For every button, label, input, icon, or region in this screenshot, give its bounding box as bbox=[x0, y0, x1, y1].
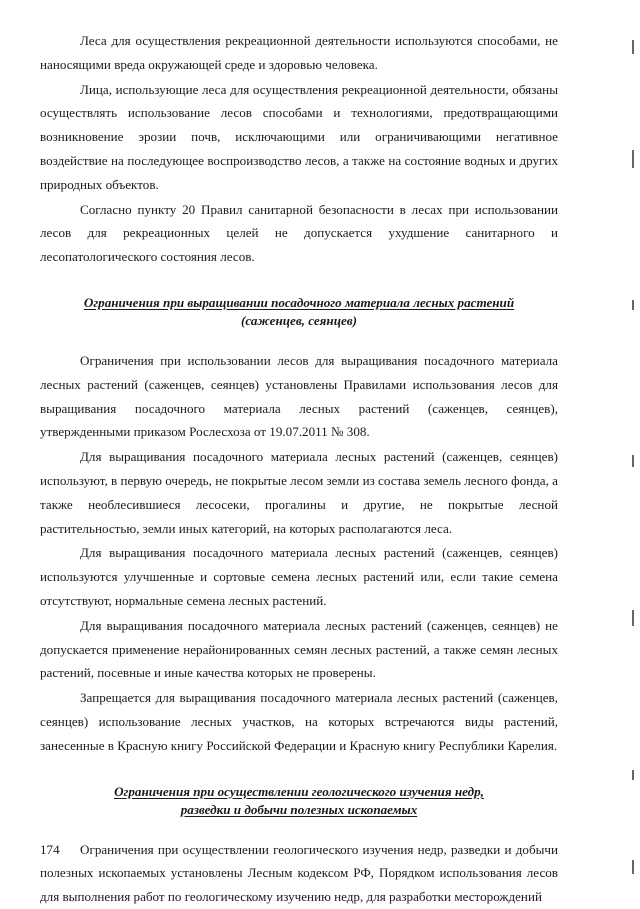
paragraph: Для выращивания посадочного материала лесных растений (саженцев, сеянцев) используются улучшенные и сортовые семена лесных растений или, если такие семена отсутствуют, нормальные семена лесных растений. bbox=[40, 545, 558, 608]
scan-edge-mark bbox=[632, 610, 634, 626]
scan-edge-mark bbox=[632, 150, 634, 168]
section-heading-line: Ограничения при выращивании посадочного материала лесных растений bbox=[83, 294, 515, 310]
section-heading bbox=[40, 294, 558, 331]
scan-edge-mark bbox=[632, 860, 634, 874]
paragraph: Согласно пункту 20 Правил санитарной безопасности в лесах при использовании лесов для рекреационных целей не допускается ухудшение санитарного и лесопатологического состояния лесов. bbox=[40, 201, 558, 265]
paragraph: Лица, использующие леса для осуществления рекреационной деятельности, обязаны осуществлять использование лесов способами и технологиями, предотвращающими возникновение эрозии почв, исключающими или ограничивающими негативное воздействие на последующее воспроизводство лесов, а также на состояние водных и других природных объектов. bbox=[40, 81, 558, 192]
paragraph: Ограничения при использовании лесов для выращивания посадочного материала лесных растений (саженцев, сеянцев) установлены Правилами использования лесов для выращивания посадочного материала лесных растений (саженцев, сеянцев), утвержденными приказом Рослесхоза от 19.07.2011 № 308. bbox=[40, 352, 558, 440]
paragraph: Для выращивания посадочного материала лесных растений (саженцев, сеянцев) используют, в первую очередь, не покрытые лесом земли из состава земель лесного фонда, а также необлесившиеся лесосеки, прогалины и другие, не покрытые лесной растительностью, земли иных категорий, на которых располагаются леса. bbox=[40, 449, 558, 536]
scan-edge-mark bbox=[632, 455, 634, 467]
scan-edge-mark bbox=[632, 300, 634, 310]
document-page bbox=[40, 29, 558, 905]
scan-edge-mark bbox=[632, 40, 634, 54]
section-heading-line: Ограничения при осуществлении геологического изучения недр, bbox=[114, 783, 484, 799]
page-number: 174 bbox=[40, 842, 60, 857]
paragraph: Леса для осуществления рекреационной деятельности используются способами, не наносящими вреда окружающей среде и здоровью человека. bbox=[40, 33, 558, 72]
section-heading bbox=[40, 783, 558, 820]
paragraph: Запрещается для выращивания посадочного материала лесных растений (саженцев, сеянцев) использование лесных участков, на которых встречаются виды растений, занесенные в Красную книгу Российской Федерации и Красную книгу Республики Карелия. bbox=[40, 690, 558, 753]
section-heading-line: разведки и добычи полезных ископаемых bbox=[180, 802, 418, 818]
section-heading-line: (саженцев, сеянцев) bbox=[240, 313, 357, 329]
paragraph: Ограничения при осуществлении геологического изучения недр, разведки и добычи полезных ископаемых установлены Лесным кодексом РФ, Порядком использования лесов для выполнения работ по геологическому изучению недр, для разработки месторождений bbox=[40, 841, 558, 905]
scan-edge-mark bbox=[632, 770, 634, 780]
paragraph: Для выращивания посадочного материала лесных растений (саженцев, сеянцев) не допускается применение нерайонированных семян лесных растений, а также семян лесных растений, посевные и иные качества которых не проверены. bbox=[40, 617, 558, 681]
